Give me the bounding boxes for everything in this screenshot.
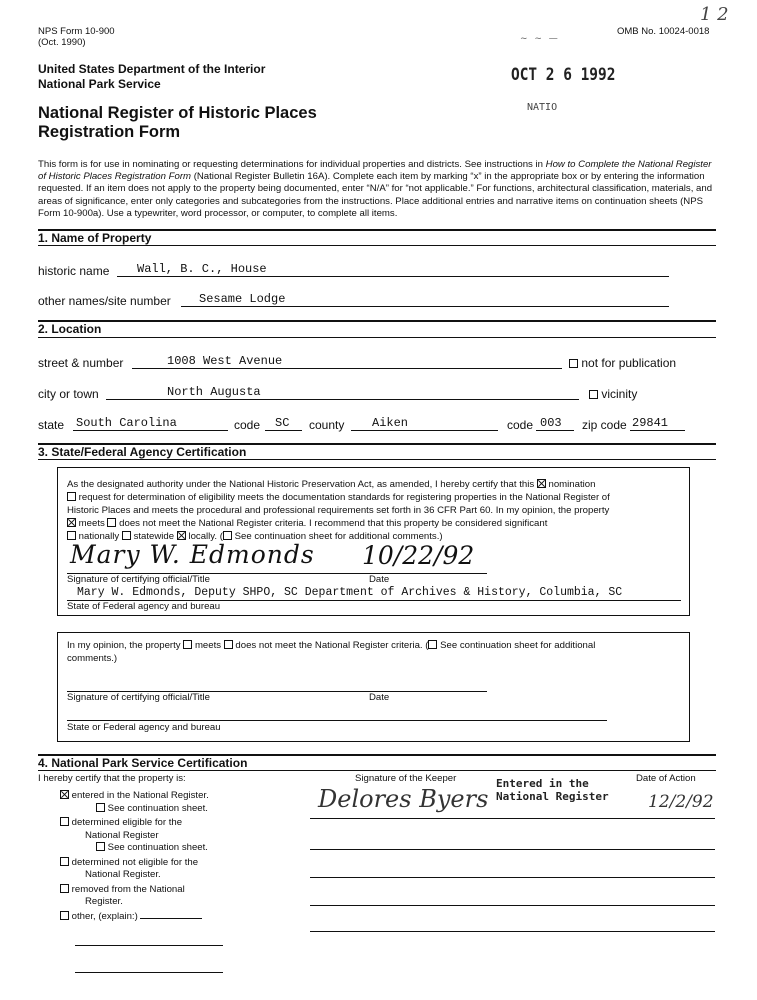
meets-checkbox[interactable] bbox=[67, 518, 76, 527]
opinion-agency-label: State or Federal agency and bureau bbox=[67, 722, 221, 733]
city-label: city or town bbox=[38, 387, 99, 401]
cert-line-1 bbox=[67, 478, 687, 491]
state-line bbox=[73, 430, 228, 431]
state-code-label: code bbox=[234, 418, 261, 432]
county-value[interactable]: Aiken bbox=[372, 416, 409, 430]
state-label: state bbox=[38, 418, 65, 432]
eligible-cont-checkbox[interactable] bbox=[96, 842, 105, 851]
keeper-signature: Delores Byers bbox=[318, 785, 489, 813]
certification-text bbox=[67, 478, 687, 543]
zip-line bbox=[630, 430, 685, 431]
cert-line-2 bbox=[67, 491, 687, 504]
margin-mark: 1 2 bbox=[700, 4, 729, 25]
street-label: street & number bbox=[38, 356, 124, 370]
county-line bbox=[351, 430, 498, 431]
entered-label: entered in the National Register. bbox=[71, 790, 209, 801]
instructions-text-2: (National Register Bulletin 16A). Complete each item by marking “x” in the appropriate box or by entering the information requested. If an item does not apply to the property being documented, enter “N/A” for “not applicable.” For functions, architectural classification, materials, and areas of significance, enter only categories and subcategories from the instructions. Place additional entries and narrative items on continuation sheets (NPS Form 10-900a). Use a typewriter, word processor, or computer, to complete all items. bbox=[38, 171, 713, 219]
state-code-line bbox=[265, 430, 302, 431]
entered-checkbox[interactable] bbox=[60, 790, 69, 799]
eligible-checkbox[interactable] bbox=[60, 817, 69, 826]
section-1-underline bbox=[38, 245, 716, 246]
shpo-signature-date: 10/22/92 bbox=[362, 541, 475, 570]
nomination-checkbox[interactable] bbox=[537, 479, 546, 488]
vicinity-checkbox[interactable] bbox=[589, 390, 598, 399]
not-eligible-option[interactable] bbox=[60, 857, 209, 870]
official-title-value[interactable]: Mary W. Edmonds, Deputy SHPO, SC Department of Archives & History, Columbia, SC bbox=[77, 586, 623, 599]
entered-stamp bbox=[496, 777, 609, 803]
section-3-underline bbox=[38, 459, 716, 460]
section-4-heading: 4. National Park Service Certification bbox=[38, 756, 248, 770]
eligible-cont-label: See continuation sheet. bbox=[107, 842, 208, 853]
date-label: Date bbox=[369, 574, 390, 585]
opinion-text bbox=[67, 639, 677, 665]
not-eligible-label-2: National Register. bbox=[85, 869, 161, 880]
not-eligible-label-1: determined not eligible for the bbox=[71, 856, 199, 868]
section-3-heading: 3. State/Federal Agency Certification bbox=[38, 445, 247, 459]
removed-label-2: Register. bbox=[85, 896, 123, 907]
other-label: other, (explain:) bbox=[71, 910, 138, 922]
nationally-label: nationally bbox=[78, 531, 120, 542]
continuation-label: See continuation sheet for additional comments.) bbox=[234, 531, 443, 542]
state-value[interactable]: South Carolina bbox=[76, 416, 177, 430]
removed-checkbox[interactable] bbox=[60, 884, 69, 893]
eligible-label-2: National Register bbox=[85, 829, 159, 841]
not-for-publication-checkbox[interactable] bbox=[569, 359, 578, 368]
cert-line-1-text: As the designated authority under the National Historic Preservation Act, as amended, I hereby certify that this bbox=[67, 479, 535, 490]
eligible-option[interactable] bbox=[60, 817, 209, 830]
section-2-rule bbox=[38, 320, 716, 322]
street-line bbox=[132, 368, 562, 369]
section-2-underline bbox=[38, 337, 716, 338]
section-4-underline bbox=[38, 770, 716, 771]
opinion-signature-label: Signature of certifying official/Title bbox=[67, 692, 210, 703]
locally-label: locally. ( bbox=[188, 531, 223, 542]
opinion-not-meet-checkbox[interactable] bbox=[224, 640, 233, 649]
statewide-checkbox[interactable] bbox=[122, 531, 131, 540]
street-value[interactable]: 1008 West Avenue bbox=[167, 354, 283, 368]
other-names-label: other names/site number bbox=[38, 294, 171, 308]
form-title-line1: National Register of Historic Places bbox=[38, 104, 317, 122]
eligible-label-1: determined eligible for the bbox=[71, 817, 183, 828]
section-1-heading: 1. Name of Property bbox=[38, 231, 152, 245]
form-number: NPS Form 10-900 bbox=[38, 26, 115, 37]
city-line bbox=[106, 399, 579, 400]
county-code-label: code bbox=[507, 418, 534, 432]
does-not-meet-checkbox[interactable] bbox=[107, 518, 116, 527]
date-of-action-label: Date of Action bbox=[636, 773, 696, 784]
zip-value[interactable]: 29841 bbox=[632, 416, 669, 430]
not-for-publication-label: not for publication bbox=[581, 356, 677, 370]
opinion-line-b: does not meet the National Register criteria. ( bbox=[235, 640, 429, 651]
keeper-line-5 bbox=[310, 931, 715, 932]
other-line bbox=[140, 918, 202, 919]
historic-name-line bbox=[117, 276, 669, 277]
department: United States Department of the Interior bbox=[38, 62, 266, 76]
instructions-paragraph bbox=[38, 159, 718, 220]
form-title-line2: Registration Form bbox=[38, 123, 181, 141]
county-code-line bbox=[536, 430, 574, 431]
entered-cont-label: See continuation sheet. bbox=[107, 802, 208, 814]
keeper-line-1 bbox=[310, 818, 715, 819]
omb-number: OMB No. 10024-0018 bbox=[617, 26, 710, 37]
faint-mark: ~ ~ — bbox=[520, 34, 560, 44]
county-label: county bbox=[309, 418, 345, 432]
opinion-line-a: In my opinion, the property bbox=[67, 640, 181, 651]
cert-line-3: Historic Places and meets the procedural and professional requirements set forth in 36 CFR Part 60. In my opinion, the property bbox=[67, 505, 610, 516]
instructions-text-1: This form is for use in nominating or requesting determinations for individual properties and districts. See instructions in bbox=[38, 159, 543, 170]
keeper-line-3 bbox=[310, 877, 715, 878]
opinion-cont-label: See continuation sheet for additional bbox=[440, 640, 596, 651]
historic-name-value[interactable]: Wall, B. C., House bbox=[137, 262, 267, 276]
determination-checkbox[interactable] bbox=[67, 492, 76, 501]
not-eligible-checkbox[interactable] bbox=[60, 857, 69, 866]
entered-stamp-line-2: National Register bbox=[496, 790, 609, 803]
cert-line-2-text: request for determination of eligibility meets the documentation standards for registering properties in the National Register of bbox=[78, 492, 610, 503]
cert-line-4 bbox=[67, 517, 687, 530]
entered-stamp-line-1: Entered in the bbox=[496, 777, 589, 790]
opinion-agency-line bbox=[67, 720, 607, 721]
instructions-italic: How to Complete the National Register of Historic Places Registration Form bbox=[38, 159, 712, 183]
shpo-signature: Mary W. Edmonds bbox=[70, 540, 315, 569]
continuation-checkbox[interactable] bbox=[223, 531, 232, 540]
other-checkbox[interactable] bbox=[60, 911, 69, 920]
agency-label: State of Federal agency and bureau bbox=[67, 601, 221, 612]
opinion-comments: comments.) bbox=[67, 653, 118, 664]
statewide-label: statewide bbox=[133, 531, 175, 542]
service: National Park Service bbox=[38, 77, 161, 91]
keeper-line-4 bbox=[310, 905, 715, 906]
entered-cont-checkbox[interactable] bbox=[96, 803, 105, 812]
locally-checkbox[interactable] bbox=[177, 531, 186, 540]
opinion-continuation-checkbox[interactable] bbox=[428, 640, 437, 649]
other-names-value[interactable]: Sesame Lodge bbox=[199, 292, 286, 306]
keeper-label: Signature of the Keeper bbox=[355, 773, 457, 784]
removed-label-1: removed from the National bbox=[71, 883, 185, 895]
nps-options bbox=[60, 790, 209, 923]
not-for-publication[interactable] bbox=[569, 356, 676, 370]
state-code-value[interactable]: SC bbox=[275, 416, 290, 430]
other-line-3 bbox=[75, 972, 223, 973]
zip-label: zip code bbox=[582, 418, 627, 432]
vicinity-label: vicinity bbox=[601, 387, 638, 401]
other-names-line bbox=[181, 306, 669, 307]
cert-line-4-text: does not meet the National Register criteria. I recommend that this property be considered significant bbox=[119, 518, 548, 529]
meets-label: meets bbox=[78, 518, 105, 529]
county-code-value[interactable]: 003 bbox=[540, 416, 562, 430]
keeper-line-2 bbox=[310, 849, 715, 850]
form-date: (Oct. 1990) bbox=[38, 37, 86, 48]
vicinity[interactable] bbox=[589, 387, 637, 401]
received-stamp-text: NATIO bbox=[527, 102, 558, 113]
entered-cont-option[interactable] bbox=[60, 803, 209, 816]
eligible-cont-option[interactable] bbox=[60, 842, 209, 855]
city-value[interactable]: North Augusta bbox=[167, 385, 261, 399]
nomination-label: nomination bbox=[548, 479, 596, 490]
entered-option[interactable] bbox=[60, 790, 209, 803]
nationally-checkbox[interactable] bbox=[67, 531, 76, 540]
opinion-meets-label: meets bbox=[194, 640, 222, 651]
other-option[interactable] bbox=[60, 911, 209, 924]
section-2-heading: 2. Location bbox=[38, 322, 102, 336]
other-line-2 bbox=[75, 945, 223, 946]
opinion-date-label: Date bbox=[369, 692, 390, 703]
opinion-meets-checkbox[interactable] bbox=[183, 640, 192, 649]
historic-name-label: historic name bbox=[38, 264, 110, 278]
removed-option[interactable] bbox=[60, 884, 209, 897]
signature-label: Signature of certifying official/Title bbox=[67, 574, 210, 585]
received-date-stamp: OCT 2 6 1992 bbox=[511, 65, 616, 85]
certify-label: I hereby certify that the property is: bbox=[38, 773, 186, 784]
date-of-action-value: 12/2/92 bbox=[648, 792, 714, 812]
